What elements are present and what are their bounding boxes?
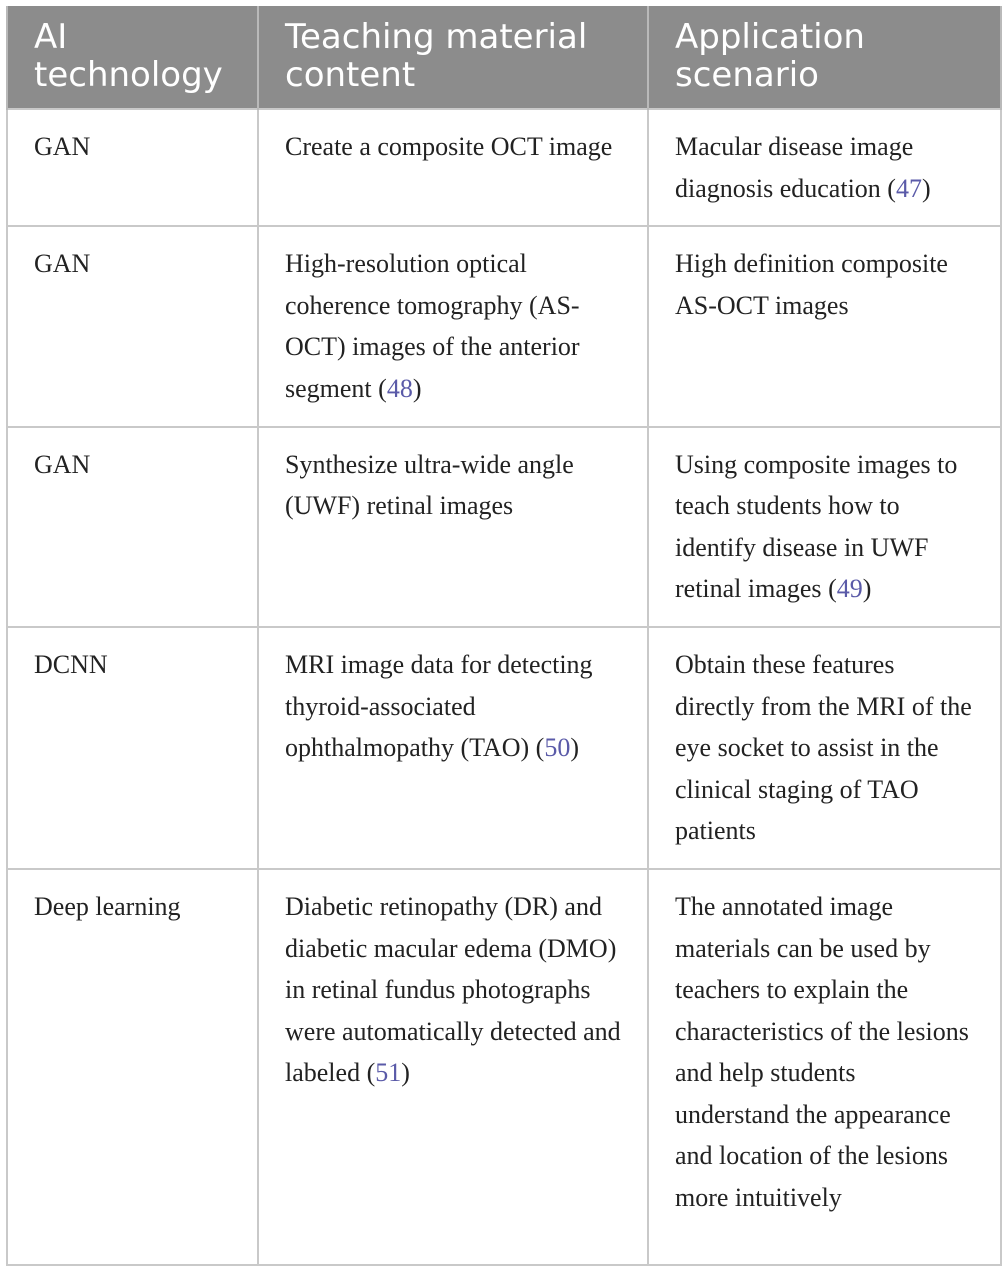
cell-text: DCNN: [34, 649, 108, 679]
cell-scenario: [648, 627, 1001, 869]
cell-scenario: Using composite images to teach students how to identify disease in UWF retinal images (49): [648, 427, 1001, 627]
cell-technology: [7, 427, 258, 627]
cell-scenario: Macular disease image diagnosis education (47): [648, 109, 1001, 226]
cell-technology: [7, 627, 258, 869]
table-row: [7, 427, 1001, 627]
cell-text: GAN: [34, 132, 91, 161]
cell-text: Deep learning: [34, 891, 181, 921]
cell-text: Macular disease image diagnosis education: [675, 132, 914, 203]
header-row: [7, 6, 1001, 109]
cell-text: MRI image data for detecting thyroid-associated ophthalmopathy (TAO): [285, 649, 593, 763]
cell-technology: [7, 869, 258, 1265]
header-application-scenario: [648, 6, 1001, 109]
citation-link[interactable]: 50: [544, 733, 571, 763]
cell-text: The annotated image materials can be used by teachers to explain the characteristics of the lesions and help students understand the appearance and location of the lesions more intuitively: [675, 891, 969, 1213]
header-ai-technology: [7, 6, 258, 109]
table-row: [7, 226, 1001, 426]
citation-link[interactable]: 51: [375, 1058, 402, 1088]
citation-link[interactable]: 47: [895, 173, 922, 203]
header-label: AI technology: [34, 17, 223, 95]
table-body: [7, 109, 1001, 1265]
cell-text: GAN: [34, 449, 91, 479]
cell-text: High-resolution optical coherence tomography (AS-OCT) images of the anterior segment: [285, 249, 580, 403]
cell-text: Using composite images to teach students how to identify disease in UWF retinal images: [675, 449, 958, 604]
cell-content: Diabetic retinopathy (DR) and diabetic macular edema (DMO) in retinal fundus photographs were automatically detected and labeled (51): [258, 869, 648, 1265]
cell-content: [258, 427, 648, 627]
cell-content: High-resolution optical coherence tomography (AS-OCT) images of the anterior segment (48): [258, 226, 648, 426]
cell-content: MRI image data for detecting thyroid-associated ophthalmopathy (TAO) (50): [258, 627, 648, 869]
cell-scenario: [648, 226, 1001, 426]
cell-text: Diabetic retinopathy (DR) and diabetic macular edema (DMO) in retinal fundus photographs were automatically detected and labeled: [285, 891, 621, 1088]
table-header: [7, 6, 1001, 109]
cell-technology: [7, 109, 258, 226]
table-row: [7, 109, 1001, 226]
cell-scenario: [648, 869, 1001, 1265]
citation-link[interactable]: 49: [836, 574, 863, 604]
table-row: [7, 627, 1001, 869]
cell-content: [258, 109, 648, 226]
cell-text: High definition composite AS-OCT images: [675, 249, 948, 320]
cell-text: Synthesize ultra-wide angle (UWF) retinal images: [285, 449, 574, 521]
header-label: Teaching material content: [285, 17, 588, 95]
data-table: [6, 6, 1002, 1266]
cell-technology: [7, 226, 258, 426]
table-row: [7, 869, 1001, 1265]
citation-link[interactable]: 48: [386, 373, 413, 403]
cell-text: Obtain these features directly from the MRI of the eye socket to assist in the clinical staging of TAO patients: [675, 649, 972, 846]
header-label: Application scenario: [675, 17, 865, 95]
cell-text: GAN: [34, 249, 91, 279]
cell-text: Create a composite OCT image: [285, 132, 613, 161]
header-teaching-material-content: [258, 6, 648, 109]
